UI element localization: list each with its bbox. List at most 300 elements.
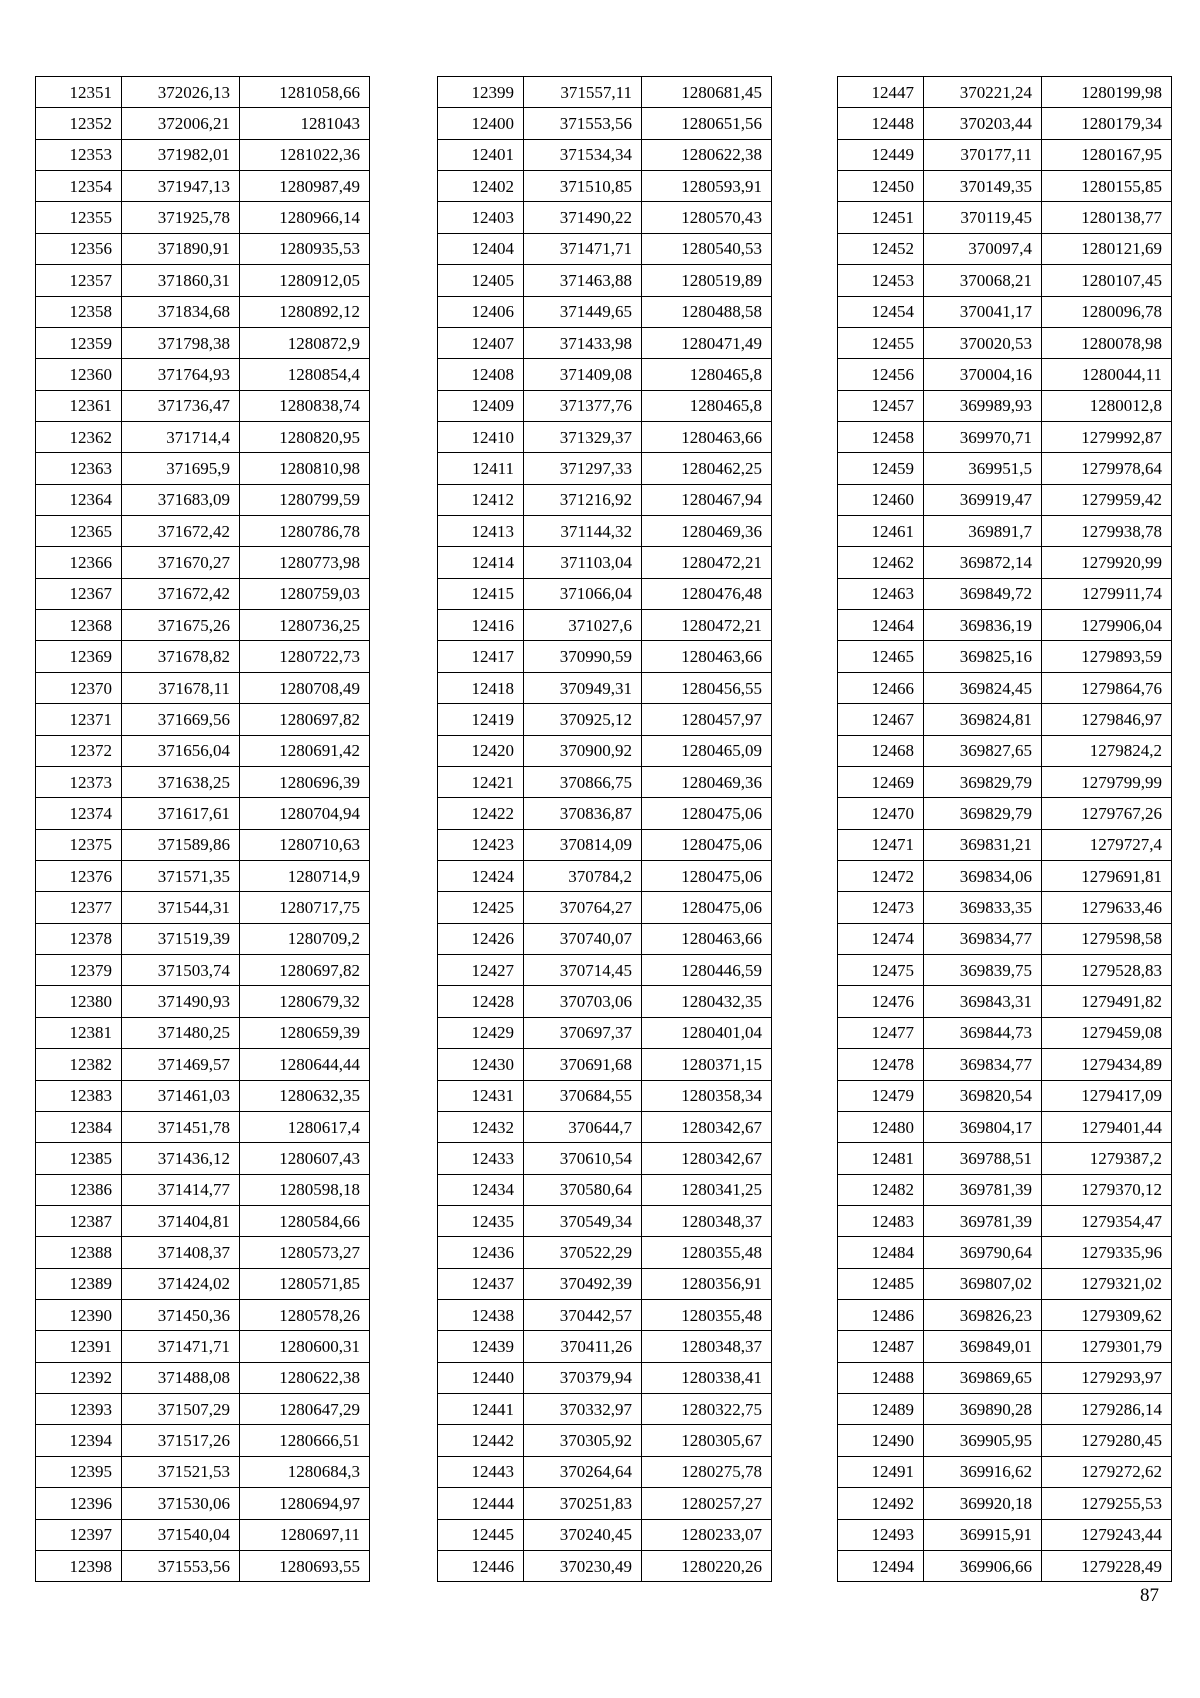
x-coordinate-cell: 370691,68 [524,1049,642,1080]
table-row [36,1174,370,1205]
y-coordinate-cell: 1279978,64 [1042,453,1172,484]
x-coordinate-cell: 371507,29 [122,1394,240,1425]
table-row [36,139,370,170]
table-row [438,641,772,672]
table-row [838,1394,1172,1425]
table-row [838,265,1172,296]
x-coordinate-cell: 371297,33 [524,453,642,484]
point-number-cell: 12468 [838,735,924,766]
point-number-cell: 12407 [438,327,524,358]
point-number-cell: 12462 [838,547,924,578]
point-number-cell: 12368 [36,610,122,641]
point-number-cell: 12489 [838,1394,924,1425]
y-coordinate-cell: 1280342,67 [642,1111,772,1142]
y-coordinate-cell: 1280759,03 [240,578,370,609]
y-coordinate-cell: 1281043 [240,108,370,139]
point-number-cell: 12396 [36,1488,122,1519]
x-coordinate-cell: 371798,38 [122,327,240,358]
y-coordinate-cell: 1280220,26 [642,1550,772,1581]
point-number-cell: 12442 [438,1425,524,1456]
table-row [438,766,772,797]
table-row [838,923,1172,954]
point-number-cell: 12493 [838,1519,924,1550]
x-coordinate-cell: 370764,27 [524,892,642,923]
y-coordinate-cell: 1280598,18 [240,1174,370,1205]
table-row [438,1174,772,1205]
x-coordinate-cell: 369915,91 [924,1519,1042,1550]
x-coordinate-cell: 370580,64 [524,1174,642,1205]
y-coordinate-cell: 1280872,9 [240,327,370,358]
table-row [438,1080,772,1111]
x-coordinate-cell: 371534,34 [524,139,642,170]
point-number-cell: 12392 [36,1362,122,1393]
y-coordinate-cell: 1280578,26 [240,1300,370,1331]
x-coordinate-cell: 371553,56 [122,1550,240,1581]
table-row [36,202,370,233]
y-coordinate-cell: 1280471,49 [642,327,772,358]
table-row [838,516,1172,547]
point-number-cell: 12415 [438,578,524,609]
x-coordinate-cell: 371530,06 [122,1488,240,1519]
point-number-cell: 12352 [36,108,122,139]
x-coordinate-cell: 371414,77 [122,1174,240,1205]
x-coordinate-cell: 371404,81 [122,1205,240,1236]
x-coordinate-cell: 371377,76 [524,390,642,421]
x-coordinate-cell: 370041,17 [924,296,1042,327]
y-coordinate-cell: 1280622,38 [642,139,772,170]
x-coordinate-cell: 369970,71 [924,421,1042,452]
point-number-cell: 12447 [838,77,924,108]
point-number-cell: 12409 [438,390,524,421]
y-coordinate-cell: 1280854,4 [240,359,370,390]
table-row [438,359,772,390]
x-coordinate-cell: 370900,92 [524,735,642,766]
x-coordinate-cell: 370004,16 [924,359,1042,390]
point-number-cell: 12458 [838,421,924,452]
x-coordinate-cell: 371408,37 [122,1237,240,1268]
table-row [438,1394,772,1425]
x-coordinate-cell: 369849,01 [924,1331,1042,1362]
point-number-cell: 12412 [438,484,524,515]
y-coordinate-cell: 1279920,99 [1042,547,1172,578]
point-number-cell: 12383 [36,1080,122,1111]
table-row [36,1331,370,1362]
table-row [838,766,1172,797]
x-coordinate-cell: 370149,35 [924,171,1042,202]
x-coordinate-cell: 369834,77 [924,923,1042,954]
y-coordinate-cell: 1280078,98 [1042,327,1172,358]
point-number-cell: 12445 [438,1519,524,1550]
table-row [838,1300,1172,1331]
y-coordinate-cell: 1280696,39 [240,766,370,797]
table-row [438,202,772,233]
x-coordinate-cell: 371488,08 [122,1362,240,1393]
point-number-cell: 12361 [36,390,122,421]
point-number-cell: 12353 [36,139,122,170]
point-number-cell: 12473 [838,892,924,923]
table-row [438,1205,772,1236]
table-row [838,390,1172,421]
table-row [838,735,1172,766]
point-number-cell: 12460 [838,484,924,515]
x-coordinate-cell: 370492,39 [524,1268,642,1299]
point-number-cell: 12471 [838,829,924,860]
point-number-cell: 12380 [36,986,122,1017]
table-row [36,516,370,547]
point-number-cell: 12382 [36,1049,122,1080]
table-row [438,1237,772,1268]
point-number-cell: 12486 [838,1300,924,1331]
y-coordinate-cell: 1280446,59 [642,955,772,986]
y-coordinate-cell: 1280465,8 [642,390,772,421]
table-row [36,923,370,954]
x-coordinate-cell: 370230,49 [524,1550,642,1581]
point-number-cell: 12423 [438,829,524,860]
y-coordinate-cell: 1279906,04 [1042,610,1172,641]
y-coordinate-cell: 1280463,66 [642,641,772,672]
table-row [36,171,370,202]
point-number-cell: 12400 [438,108,524,139]
point-number-cell: 12356 [36,233,122,264]
point-number-cell: 12414 [438,547,524,578]
table-row [838,108,1172,139]
coordinate-table-3 [837,76,1172,1582]
x-coordinate-cell: 371216,92 [524,484,642,515]
y-coordinate-cell: 1280708,49 [240,672,370,703]
y-coordinate-cell: 1280465,09 [642,735,772,766]
table-row [838,547,1172,578]
x-coordinate-cell: 370714,45 [524,955,642,986]
y-coordinate-cell: 1279434,89 [1042,1049,1172,1080]
x-coordinate-cell: 370068,21 [924,265,1042,296]
x-coordinate-cell: 371409,08 [524,359,642,390]
point-number-cell: 12492 [838,1488,924,1519]
y-coordinate-cell: 1279286,14 [1042,1394,1172,1425]
point-number-cell: 12481 [838,1143,924,1174]
y-coordinate-cell: 1279767,26 [1042,798,1172,829]
table-row [438,453,772,484]
point-number-cell: 12381 [36,1017,122,1048]
x-coordinate-cell: 370610,54 [524,1143,642,1174]
x-coordinate-cell: 369920,18 [924,1488,1042,1519]
point-number-cell: 12435 [438,1205,524,1236]
y-coordinate-cell: 1279228,49 [1042,1550,1172,1581]
table-row [36,578,370,609]
y-coordinate-cell: 1280571,85 [240,1268,370,1299]
y-coordinate-cell: 1280697,11 [240,1519,370,1550]
point-number-cell: 12416 [438,610,524,641]
point-number-cell: 12373 [36,766,122,797]
point-number-cell: 12479 [838,1080,924,1111]
point-number-cell: 12362 [36,421,122,452]
y-coordinate-cell: 1279243,44 [1042,1519,1172,1550]
table-row [36,421,370,452]
point-number-cell: 12457 [838,390,924,421]
y-coordinate-cell: 1280684,3 [240,1456,370,1487]
y-coordinate-cell: 1280540,53 [642,233,772,264]
point-number-cell: 12374 [36,798,122,829]
y-coordinate-cell: 1280432,35 [642,986,772,1017]
y-coordinate-cell: 1280465,8 [642,359,772,390]
x-coordinate-cell: 371521,53 [122,1456,240,1487]
table-row [36,1111,370,1142]
point-number-cell: 12449 [838,139,924,170]
table-row [438,704,772,735]
y-coordinate-cell: 1280155,85 [1042,171,1172,202]
point-number-cell: 12360 [36,359,122,390]
y-coordinate-cell: 1280651,56 [642,108,772,139]
x-coordinate-cell: 370703,06 [524,986,642,1017]
table-row [438,829,772,860]
x-coordinate-cell: 370264,64 [524,1456,642,1487]
point-number-cell: 12459 [838,453,924,484]
y-coordinate-cell: 1280593,91 [642,171,772,202]
point-number-cell: 12433 [438,1143,524,1174]
coordinate-table-2 [437,76,772,1582]
point-number-cell: 12377 [36,892,122,923]
table-row [438,1049,772,1080]
x-coordinate-cell: 369989,93 [924,390,1042,421]
point-number-cell: 12429 [438,1017,524,1048]
point-number-cell: 12469 [838,766,924,797]
y-coordinate-cell: 1280892,12 [240,296,370,327]
x-coordinate-cell: 371503,74 [122,955,240,986]
y-coordinate-cell: 1280476,48 [642,578,772,609]
point-number-cell: 12378 [36,923,122,954]
y-coordinate-cell: 1279911,74 [1042,578,1172,609]
point-number-cell: 12466 [838,672,924,703]
table-row [438,578,772,609]
table-row [438,1111,772,1142]
y-coordinate-cell: 1280012,8 [1042,390,1172,421]
y-coordinate-cell: 1280467,94 [642,484,772,515]
point-number-cell: 12411 [438,453,524,484]
point-number-cell: 12364 [36,484,122,515]
table-row [36,892,370,923]
x-coordinate-cell: 369804,17 [924,1111,1042,1142]
x-coordinate-cell: 371103,04 [524,547,642,578]
coordinate-table-1 [35,76,370,1582]
point-number-cell: 12487 [838,1331,924,1362]
table-row [438,233,772,264]
y-coordinate-cell: 1280488,58 [642,296,772,327]
point-number-cell: 12439 [438,1331,524,1362]
table-row [438,923,772,954]
table-row [36,1143,370,1174]
table-row [838,1080,1172,1111]
y-coordinate-cell: 1280469,36 [642,766,772,797]
x-coordinate-cell: 371672,42 [122,516,240,547]
point-number-cell: 12359 [36,327,122,358]
table-row [838,1205,1172,1236]
x-coordinate-cell: 369829,79 [924,766,1042,797]
y-coordinate-cell: 1280647,29 [240,1394,370,1425]
x-coordinate-cell: 370925,12 [524,704,642,735]
table-row [838,453,1172,484]
x-coordinate-cell: 371571,35 [122,860,240,891]
point-number-cell: 12418 [438,672,524,703]
point-number-cell: 12484 [838,1237,924,1268]
y-coordinate-cell: 1280912,05 [240,265,370,296]
y-coordinate-cell: 1280714,9 [240,860,370,891]
x-coordinate-cell: 371925,78 [122,202,240,233]
y-coordinate-cell: 1281058,66 [240,77,370,108]
point-number-cell: 12436 [438,1237,524,1268]
y-coordinate-cell: 1280617,4 [240,1111,370,1142]
point-number-cell: 12363 [36,453,122,484]
table-row [838,171,1172,202]
y-coordinate-cell: 1279321,02 [1042,1268,1172,1299]
point-number-cell: 12385 [36,1143,122,1174]
table-row [438,547,772,578]
x-coordinate-cell: 371617,61 [122,798,240,829]
y-coordinate-cell: 1280355,48 [642,1300,772,1331]
table-row [838,327,1172,358]
x-coordinate-cell: 370949,31 [524,672,642,703]
x-coordinate-cell: 369820,54 [924,1080,1042,1111]
point-number-cell: 12477 [838,1017,924,1048]
x-coordinate-cell: 369849,72 [924,578,1042,609]
y-coordinate-cell: 1279459,08 [1042,1017,1172,1048]
point-number-cell: 12465 [838,641,924,672]
point-number-cell: 12470 [838,798,924,829]
point-number-cell: 12410 [438,421,524,452]
x-coordinate-cell: 369890,28 [924,1394,1042,1425]
x-coordinate-cell: 371449,65 [524,296,642,327]
point-number-cell: 12485 [838,1268,924,1299]
table-row [438,108,772,139]
table-row [36,1080,370,1111]
y-coordinate-cell: 1280573,27 [240,1237,370,1268]
point-number-cell: 12357 [36,265,122,296]
x-coordinate-cell: 370221,24 [924,77,1042,108]
x-coordinate-cell: 370251,83 [524,1488,642,1519]
table-row [36,1488,370,1519]
point-number-cell: 12472 [838,860,924,891]
table-row [838,610,1172,641]
point-number-cell: 12432 [438,1111,524,1142]
point-number-cell: 12434 [438,1174,524,1205]
table-row [838,1268,1172,1299]
x-coordinate-cell: 369844,73 [924,1017,1042,1048]
table-row [838,1143,1172,1174]
point-number-cell: 12455 [838,327,924,358]
y-coordinate-cell: 1280341,25 [642,1174,772,1205]
y-coordinate-cell: 1279633,46 [1042,892,1172,923]
table-row [438,1362,772,1393]
table-row [36,1300,370,1331]
x-coordinate-cell: 371672,42 [122,578,240,609]
point-number-cell: 12454 [838,296,924,327]
table-row [838,1174,1172,1205]
table-row [36,798,370,829]
x-coordinate-cell: 370684,55 [524,1080,642,1111]
y-coordinate-cell: 1280456,55 [642,672,772,703]
table-row [438,1425,772,1456]
y-coordinate-cell: 1280475,06 [642,860,772,891]
x-coordinate-cell: 371890,91 [122,233,240,264]
table-row [438,139,772,170]
table-row [438,516,772,547]
x-coordinate-cell: 370305,92 [524,1425,642,1456]
y-coordinate-cell: 1280799,59 [240,484,370,515]
table-row [438,484,772,515]
x-coordinate-cell: 369781,39 [924,1174,1042,1205]
x-coordinate-cell: 369781,39 [924,1205,1042,1236]
point-number-cell: 12480 [838,1111,924,1142]
x-coordinate-cell: 371670,27 [122,547,240,578]
point-number-cell: 12438 [438,1300,524,1331]
table-row [838,641,1172,672]
y-coordinate-cell: 1280693,55 [240,1550,370,1581]
table-row [36,860,370,891]
x-coordinate-cell: 371450,36 [122,1300,240,1331]
point-number-cell: 12424 [438,860,524,891]
x-coordinate-cell: 371834,68 [122,296,240,327]
point-number-cell: 12404 [438,233,524,264]
point-number-cell: 12440 [438,1362,524,1393]
x-coordinate-cell: 371027,6 [524,610,642,641]
table-row [36,1017,370,1048]
x-coordinate-cell: 371329,37 [524,421,642,452]
x-coordinate-cell: 371736,47 [122,390,240,421]
table-row [438,327,772,358]
x-coordinate-cell: 371540,04 [122,1519,240,1550]
table-row [438,892,772,923]
x-coordinate-cell: 369831,21 [924,829,1042,860]
x-coordinate-cell: 371656,04 [122,735,240,766]
table-row [838,1425,1172,1456]
y-coordinate-cell: 1280786,78 [240,516,370,547]
point-number-cell: 12413 [438,516,524,547]
x-coordinate-cell: 370740,07 [524,923,642,954]
x-coordinate-cell: 371144,32 [524,516,642,547]
x-coordinate-cell: 370866,75 [524,766,642,797]
point-number-cell: 12426 [438,923,524,954]
y-coordinate-cell: 1280462,25 [642,453,772,484]
x-coordinate-cell: 370020,53 [924,327,1042,358]
x-coordinate-cell: 369833,35 [924,892,1042,923]
table-row [36,390,370,421]
table-row [36,1456,370,1487]
table-row [36,735,370,766]
point-number-cell: 12405 [438,265,524,296]
table-row [838,421,1172,452]
point-number-cell: 12419 [438,704,524,735]
x-coordinate-cell: 370697,37 [524,1017,642,1048]
x-coordinate-cell: 371433,98 [524,327,642,358]
y-coordinate-cell: 1280584,66 [240,1205,370,1236]
table-row [438,1456,772,1487]
y-coordinate-cell: 1279335,96 [1042,1237,1172,1268]
table-row [438,171,772,202]
x-coordinate-cell: 369916,62 [924,1456,1042,1487]
x-coordinate-cell: 371947,13 [122,171,240,202]
y-coordinate-cell: 1280338,41 [642,1362,772,1393]
table-row [36,77,370,108]
table-row [838,578,1172,609]
table-row [838,1237,1172,1268]
point-number-cell: 12463 [838,578,924,609]
table-row [838,1331,1172,1362]
table-row [838,860,1172,891]
y-coordinate-cell: 1280475,06 [642,829,772,860]
table-row [438,1519,772,1550]
x-coordinate-cell: 370411,26 [524,1331,642,1362]
point-number-cell: 12371 [36,704,122,735]
x-coordinate-cell: 371683,09 [122,484,240,515]
x-coordinate-cell: 369807,02 [924,1268,1042,1299]
